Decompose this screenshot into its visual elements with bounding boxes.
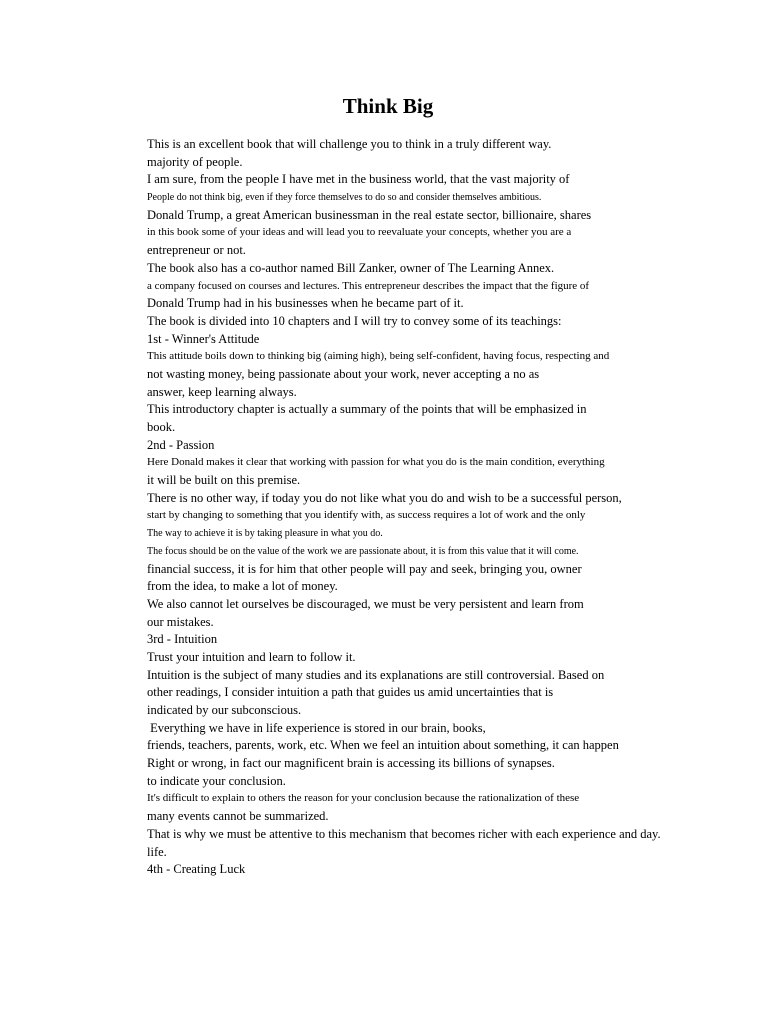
- text-line: Everything we have in life experience is stored in our brain, books,: [147, 720, 486, 735]
- text-line: a company focused on courses and lectures. This entrepreneur describes the impact that the figure of: [147, 279, 590, 292]
- text-line: book.: [147, 420, 176, 434]
- text-line: This attitude boils down to thinking big (aiming high), being self-confident, having focus, respecting and: [147, 350, 610, 363]
- text-line: start by changing to something that you identify with, as success requires a lot of work and the only: [147, 509, 586, 522]
- section-heading: 3rd - Intuition: [147, 632, 218, 647]
- text-line: Trust your intuition and learn to follow it.: [147, 649, 356, 664]
- text-line: answer, keep learning always.: [147, 384, 297, 399]
- text-line: That is why we must be attentive to this mechanism that becomes richer with each experience and day.: [147, 826, 661, 841]
- text-line: not wasting money, being passionate about your work, never accepting a no as: [147, 366, 540, 381]
- text-line: other readings, I consider intuition a path that guides us amid uncertainties that is: [147, 685, 554, 700]
- text-line: It's difficult to explain to others the reason for your conclusion because the rationalization of these: [147, 792, 580, 805]
- text-line: many events cannot be summarized.: [147, 809, 329, 824]
- document-body: [147, 136, 757, 879]
- page-title: Think Big: [342, 94, 434, 118]
- text-line: The focus should be on the value of the work we are passionate about, it is from this value that it will come.: [147, 545, 579, 557]
- text-line: financial success, it is for him that other people will pay and seek, bringing you, owner: [147, 561, 582, 576]
- text-line: Intuition is the subject of many studies and its explanations are still controversial. Based on: [147, 667, 605, 682]
- text-line: Here Donald makes it clear that working with passion for what you do is the main condition, everything: [147, 456, 605, 469]
- text-line: it will be built on this premise.: [147, 473, 301, 488]
- text-line: People do not think big, even if they force themselves to do so and consider themselves ambitious.: [147, 192, 542, 204]
- text-line: I am sure, from the people I have met in the business world, that the vast majority of: [147, 172, 570, 187]
- text-line: The book is divided into 10 chapters and I will try to convey some of its teachings:: [147, 313, 562, 328]
- text-line: in this book some of your ideas and will lead you to reevaluate your concepts, whether you are a: [147, 226, 572, 239]
- section-heading: 4th - Creating Luck: [147, 862, 246, 877]
- text-line: Donald Trump had in his businesses when he became part of it.: [147, 296, 464, 311]
- text-line: majority of people.: [147, 154, 243, 169]
- text-line: Donald Trump, a great American businessman in the real estate sector, billionaire, shares: [147, 207, 592, 222]
- text-line: friends, teachers, parents, work, etc. When we feel an intuition about something, it can happen: [147, 738, 619, 753]
- text-line: from the idea, to make a lot of money.: [147, 579, 338, 594]
- text-line: to indicate your conclusion.: [147, 773, 286, 788]
- text-line: Right or wrong, in fact our magnificent brain is accessing its billions of synapses.: [147, 756, 555, 771]
- text-line: There is no other way, if today you do not like what you do and wish to be a successful person,: [147, 490, 622, 505]
- text-line: our mistakes.: [147, 614, 214, 629]
- text-line: life.: [147, 844, 167, 859]
- text-line: indicated by our subconscious.: [147, 703, 302, 717]
- text-line: The way to achieve it is by taking pleasure in what you do.: [147, 528, 383, 540]
- text-line: entrepreneur or not.: [147, 243, 246, 258]
- text-line: The book also has a co-author named Bill Zanker, owner of The Learning Annex.: [147, 260, 555, 275]
- section-heading: 1st - Winner's Attitude: [147, 331, 260, 346]
- section-heading: 2nd - Passion: [147, 437, 215, 452]
- text-line: We also cannot let ourselves be discouraged, we must be very persistent and learn from: [147, 596, 584, 611]
- text-line: This introductory chapter is actually a summary of the points that will be emphasized in: [147, 402, 587, 417]
- text-line: This is an excellent book that will challenge you to think in a truly different way.: [147, 137, 552, 151]
